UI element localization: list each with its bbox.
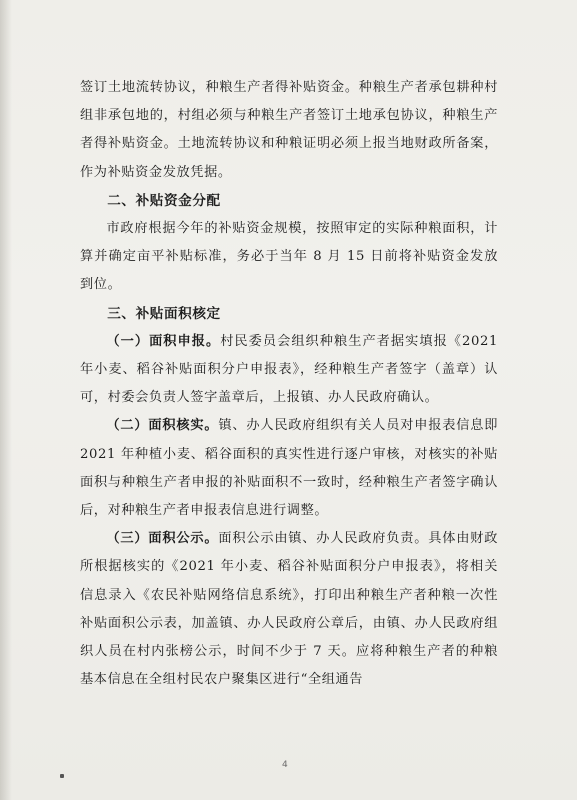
- section-heading-funding-allocation: 二、补贴资金分配: [107, 192, 221, 209]
- paragraph-area-check: [80, 412, 498, 525]
- scan-edge-shadow: [0, 0, 12, 800]
- paragraph-lead-area-check: （二）面积核实。: [106, 418, 219, 434]
- paragraph-area-publicity: [80, 525, 498, 694]
- paragraph-funding-allocation: 市政府根据今年的补贴资金规模，按照审定的实际种粮面积，计算并确定亩平补贴标准，务必于当年 8 月 15 日前将补贴资金发放到位。: [80, 221, 498, 293]
- paragraph-text-area-check: 镇、办人民政府组织有关人员对申报表信息即 2021 年种植小麦、稻谷面积的真实性进行逐户审核，对核实的补贴面积与种粮生产者申报的补贴面积不一致时，经种粮生产者签字确认后，对种粮生产者申报表信息进行调整。: [80, 418, 498, 519]
- paragraph-lead-area-declaration: （一）面积申报。: [106, 333, 221, 349]
- paragraph-text-area-publicity: 面积公示由镇、办人民政府负责。具体由财政所根据核实的《2021 年小麦、稻谷补贴面积分户申报表》，将相关信息录入《农民补贴网络信息系统》，打印出种粮生产者种粮一次性补贴面积公示表，加盖镇、办人民政府公章后，由镇、办人民政府组织人员在村内张榜公示，时间不少于 7 天。应将种粮生产者的种粮基本信息在全组村民农户聚集区进行“全组通告: [80, 531, 498, 688]
- paragraph-continuation: 签订土地流转协议，种粮生产者得补贴资金。种粮生产者承包耕种村组非承包地的，村组必须与种粮生产者签订土地承包协议，种粮生产者得补贴资金。土地流转协议和种粮证明必须上报当地财政所备案，作为补贴资金发放凭据。: [80, 80, 498, 180]
- section-heading-area-verification: 三、补贴面积核定: [107, 305, 221, 322]
- paragraph-lead-area-publicity: （三）面积公示。: [106, 531, 219, 547]
- document-body: [80, 74, 498, 694]
- paragraph-area-declaration: [80, 328, 498, 413]
- page-number: 4: [282, 760, 288, 770]
- paragraph-text-area-declaration: 村民委员会组织种粮生产者据实填报《2021年小麦、稻谷补贴面积分户申报表》，经种粮生产者签字（盖章）认可，村委会负责人签字盖章后，上报镇、办人民政府确认。: [80, 333, 498, 406]
- scan-mark: [60, 774, 64, 778]
